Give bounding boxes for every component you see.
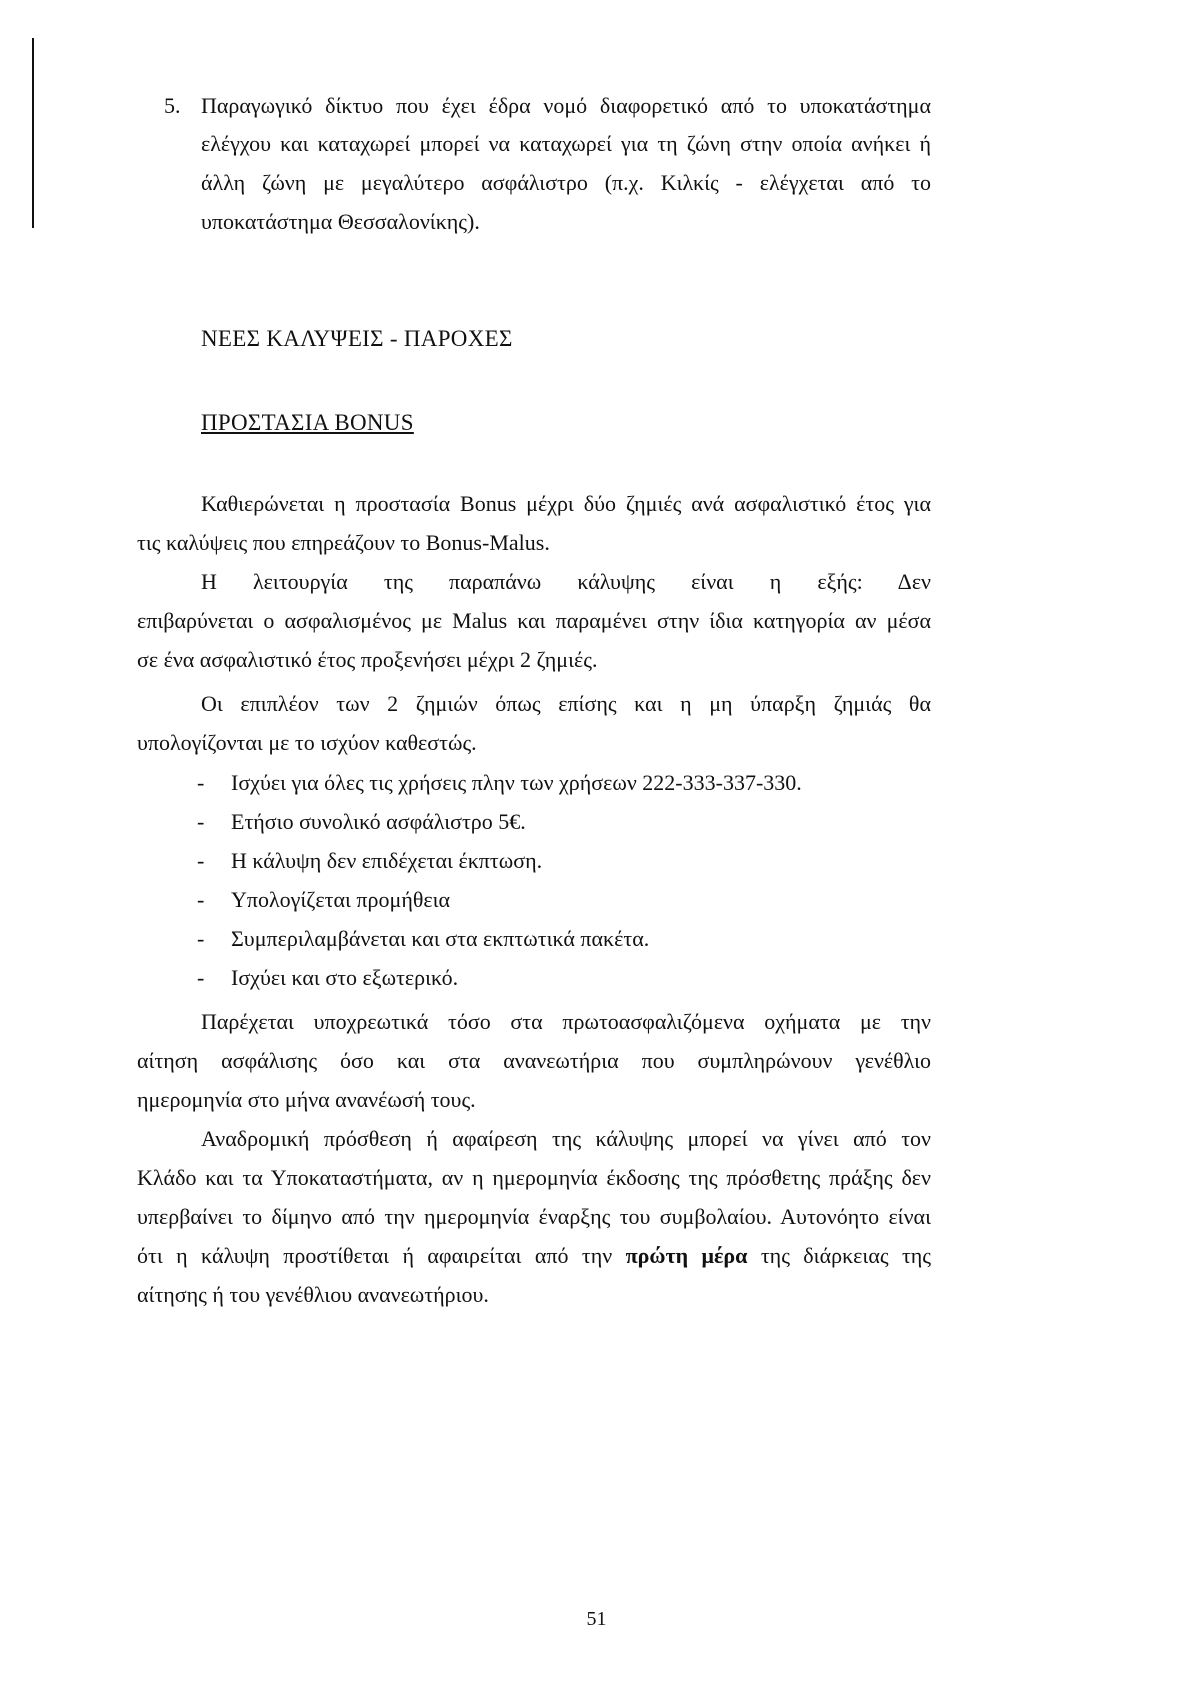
bullet-text: Η κάλυψη δεν επιδέχεται έκπτωση. bbox=[231, 848, 543, 873]
bullet-item bbox=[197, 769, 802, 797]
item5-line-2: ελέγχου και καταχωρεί μπορεί να καταχωρεί για τη ζώνη στην οποία ανήκει ή bbox=[201, 131, 931, 156]
bullet-item bbox=[197, 808, 526, 836]
bullet-dash: - bbox=[197, 848, 205, 873]
para4-line-1: Παρέχεται υποχρεωτικά τόσο στα πρωτοασφαλιζόμενα οχήματα με την bbox=[201, 1009, 931, 1034]
item5-number: 5. bbox=[164, 93, 181, 118]
para3-line-1: Οι επιπλέον των 2 ζημιών όπως επίσης και η μη ύπαρξη ζημιάς θα bbox=[201, 691, 931, 716]
bullet-text: Ισχύει για όλες τις χρήσεις πλην των χρήσεων 222-333-337-330. bbox=[231, 770, 802, 795]
item5-line-3: άλλη ζώνη με μεγαλύτερο ασφάλιστρο (π.χ. Κιλκίς - ελέγχεται από το bbox=[201, 170, 931, 195]
para5-line-4-start: ότι η κάλυψη προστίθεται ή αφαιρείται από την bbox=[137, 1243, 613, 1268]
para5-line-3: υπερβαίνει το δίμηνο από την ημερομηνία έναρξης του συμβολαίου. Αυτονόητο είναι bbox=[137, 1204, 931, 1229]
page-number: 51 bbox=[586, 1608, 607, 1630]
para5-line-4-end: της διάρκειας της bbox=[760, 1243, 932, 1268]
bullet-text: Ετήσιο συνολικό ασφάλιστρο 5€. bbox=[231, 809, 526, 834]
para5-line-2: Κλάδο και τα Υποκαταστήματα, αν η ημερομηνία έκδοσης της πρόσθετης πράξης δεν bbox=[137, 1165, 931, 1190]
bullet-dash: - bbox=[197, 887, 205, 912]
bullet-dash: - bbox=[197, 965, 205, 990]
bullet-dash: - bbox=[197, 770, 205, 795]
para3-line-2: υπολογίζονται με το ισχύον καθεστώς. bbox=[137, 730, 477, 755]
para2-line-1: Η λειτουργία της παραπάνω κάλυψης είναι η εξής: Δεν bbox=[201, 569, 931, 594]
item5-line-4: υποκατάστημα Θεσσαλονίκης). bbox=[201, 209, 480, 234]
bullet-text: Ισχύει και στο εξωτερικό. bbox=[231, 965, 459, 990]
para5-line-1: Αναδρομική πρόσθεση ή αφαίρεση της κάλυψης μπορεί να γίνει από τον bbox=[201, 1126, 931, 1151]
para1-line-2: τις καλύψεις που επηρεάζουν το Bonus-Malus. bbox=[137, 530, 550, 555]
para5-line-4 bbox=[137, 1242, 931, 1270]
bullet-item bbox=[197, 847, 542, 875]
para2-line-2: επιβαρύνεται ο ασφαλισμένος με Malus και παραμένει στην ίδια κατηγορία αν μέσα bbox=[137, 608, 931, 633]
para1-line-1: Καθιερώνεται η προστασία Bonus μέχρι δύο ζημιές ανά ασφαλιστικό έτος για bbox=[201, 491, 931, 516]
bullet-dash: - bbox=[197, 809, 205, 834]
bullet-dash: - bbox=[197, 926, 205, 951]
bullet-item bbox=[197, 925, 649, 953]
para4-line-2: αίτηση ασφάλισης όσο και στα ανανεωτήρια που συμπληρώνουν γενέθλιο bbox=[137, 1048, 931, 1073]
para5-bold-phrase: πρώτη μέρα bbox=[625, 1243, 748, 1268]
bullet-text: Συμπεριλαμβάνεται και στα εκπτωτικά πακέτα. bbox=[231, 926, 650, 951]
subsection-title: ΠΡΟΣΤΑΣΙΑ BONUS bbox=[201, 410, 414, 435]
bullet-item bbox=[197, 886, 450, 914]
margin-line bbox=[32, 38, 34, 228]
section-title: ΝΕΕΣ ΚΑΛΥΨΕΙΣ - ΠΑΡΟΧΕΣ bbox=[201, 326, 513, 351]
para5-line-5: αίτησης ή του γενέθλιου ανανεωτήριου. bbox=[137, 1282, 489, 1307]
item5-line-1: Παραγωγικό δίκτυο που έχει έδρα νομό διαφορετικό από το υποκατάστημα bbox=[201, 93, 931, 118]
bullet-item bbox=[197, 964, 458, 992]
para2-line-3: σε ένα ασφαλιστικό έτος προξενήσει μέχρι 2 ζημιές. bbox=[137, 647, 598, 672]
para4-line-3: ημερομηνία στο μήνα ανανέωσή τους. bbox=[137, 1087, 476, 1112]
bullet-text: Υπολογίζεται προμήθεια bbox=[231, 887, 451, 912]
